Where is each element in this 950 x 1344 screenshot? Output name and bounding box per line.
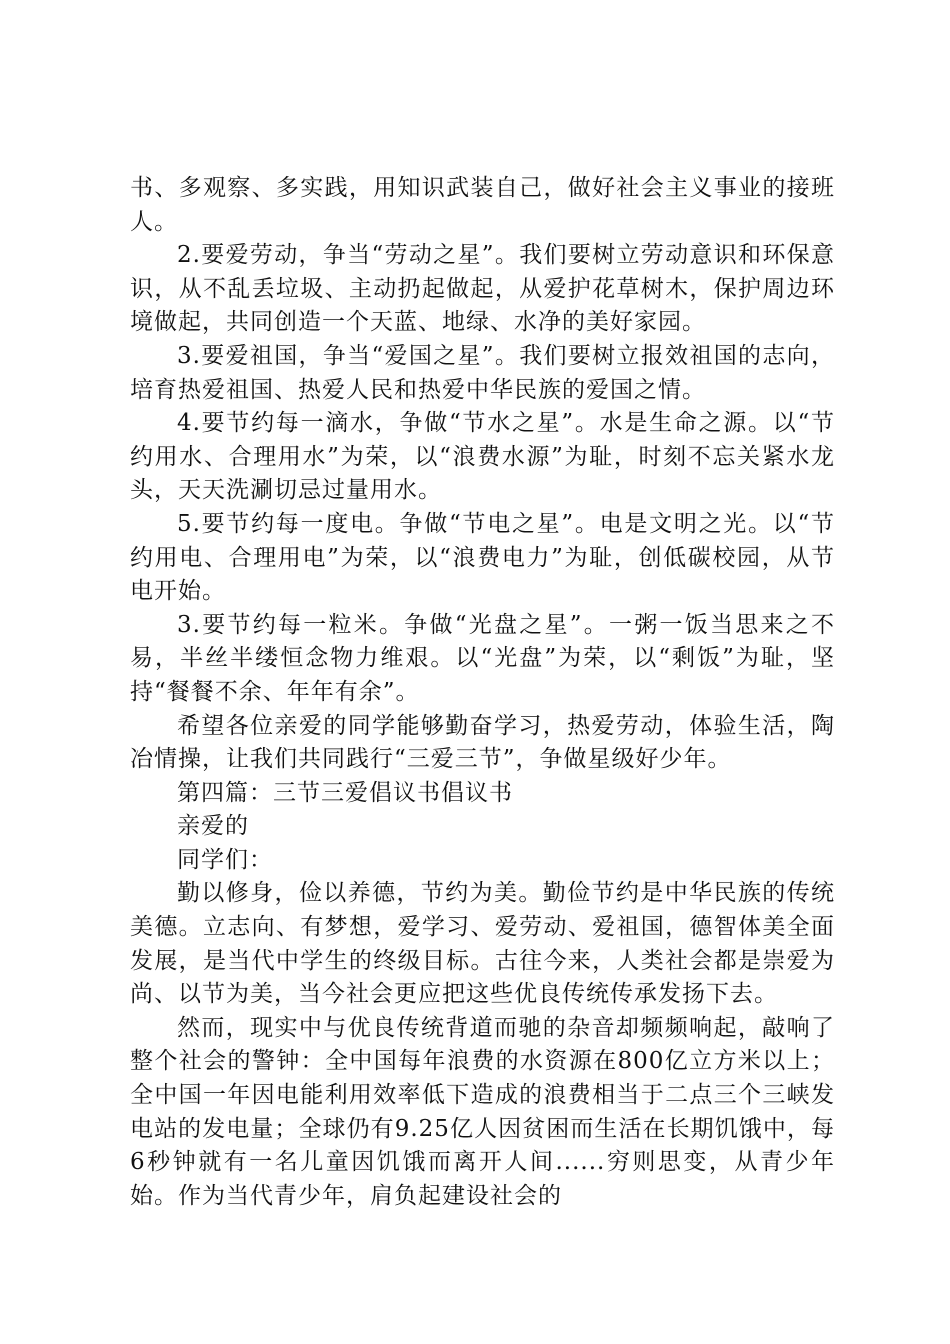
- paragraph-1: 书、多观察、多实践，用知识武装自己，做好社会主义事业的接班人。: [130, 175, 835, 235]
- paragraph-6: 3.要节约每一粒米。争做“光盘之星”。一粥一饭当思来之不易，半丝半缕恒念物力维艰。以“光盘”为荣，以“剩饭”为耻，坚持“餐餐不余、年年有余”。: [130, 611, 835, 705]
- paragraph-8: 勤以修身，俭以养德，节约为美。勤俭节约是中华民族的传统美德。立志向、有梦想，爱学习、爱劳动、爱祖国，德智体美全面发展，是当代中学生的终级目标。古往今来，人类社会都是崇爱为尚、以节为美，当今社会更应把这些优良传统传承发扬下去。: [130, 880, 835, 1008]
- salutation-line-2: 同学们：: [177, 846, 273, 873]
- paragraph-2: 2.要爱劳动，争当“劳动之星”。我们要树立劳动意识和环保意识，从不乱丢垃圾、主动扔起做起，从爱护花草树木，保护周边环境做起，共同创造一个天蓝、地绿、水净的美好家园。: [130, 242, 835, 336]
- document-body: [130, 172, 835, 1213]
- section-heading: 第四篇：三节三爱倡议书倡议书: [177, 779, 513, 806]
- paragraph-7: 希望各位亲爱的同学能够勤奋学习，热爱劳动，体验生活，陶冶情操，让我们共同践行“三爱三节”，争做星级好少年。: [130, 712, 835, 773]
- paragraph-5: 5.要节约每一度电。争做“节电之星”。电是文明之光。以“节约用电、合理用电”为荣，以“浪费电力”为耻，创低碳校园，从节电开始。: [130, 510, 835, 605]
- paragraph-4: 4.要节约每一滴水，争做“节水之星”。水是生命之源。以“节约用水、合理用水”为荣，以“浪费水源”为耻，时刻不忘关紧水龙头，天天洗涮切忌过量用水。: [130, 410, 835, 504]
- paragraph-3: 3.要爱祖国，争当“爱国之星”。我们要树立报效祖国的志向，培育热爱祖国、热爱人民和热爱中华民族的爱国之情。: [130, 342, 835, 403]
- salutation-line-1: 亲爱的: [177, 813, 249, 840]
- paragraph-9: 然而，现实中与优良传统背道而驰的杂音却频频响起，敲响了整个社会的警钟：全中国每年浪费的水资源在800亿立方米以上；全中国一年因电能利用效率低下造成的浪费相当于二点三个三峡发电站的发电量；全球仍有9.25亿人因贫困而生活在长期饥饿中，每6秒钟就有一名儿童因饥饿而离开人间......穷则思变，从青少年始。作为当代青少年，肩负起建设社会的: [130, 1014, 835, 1209]
